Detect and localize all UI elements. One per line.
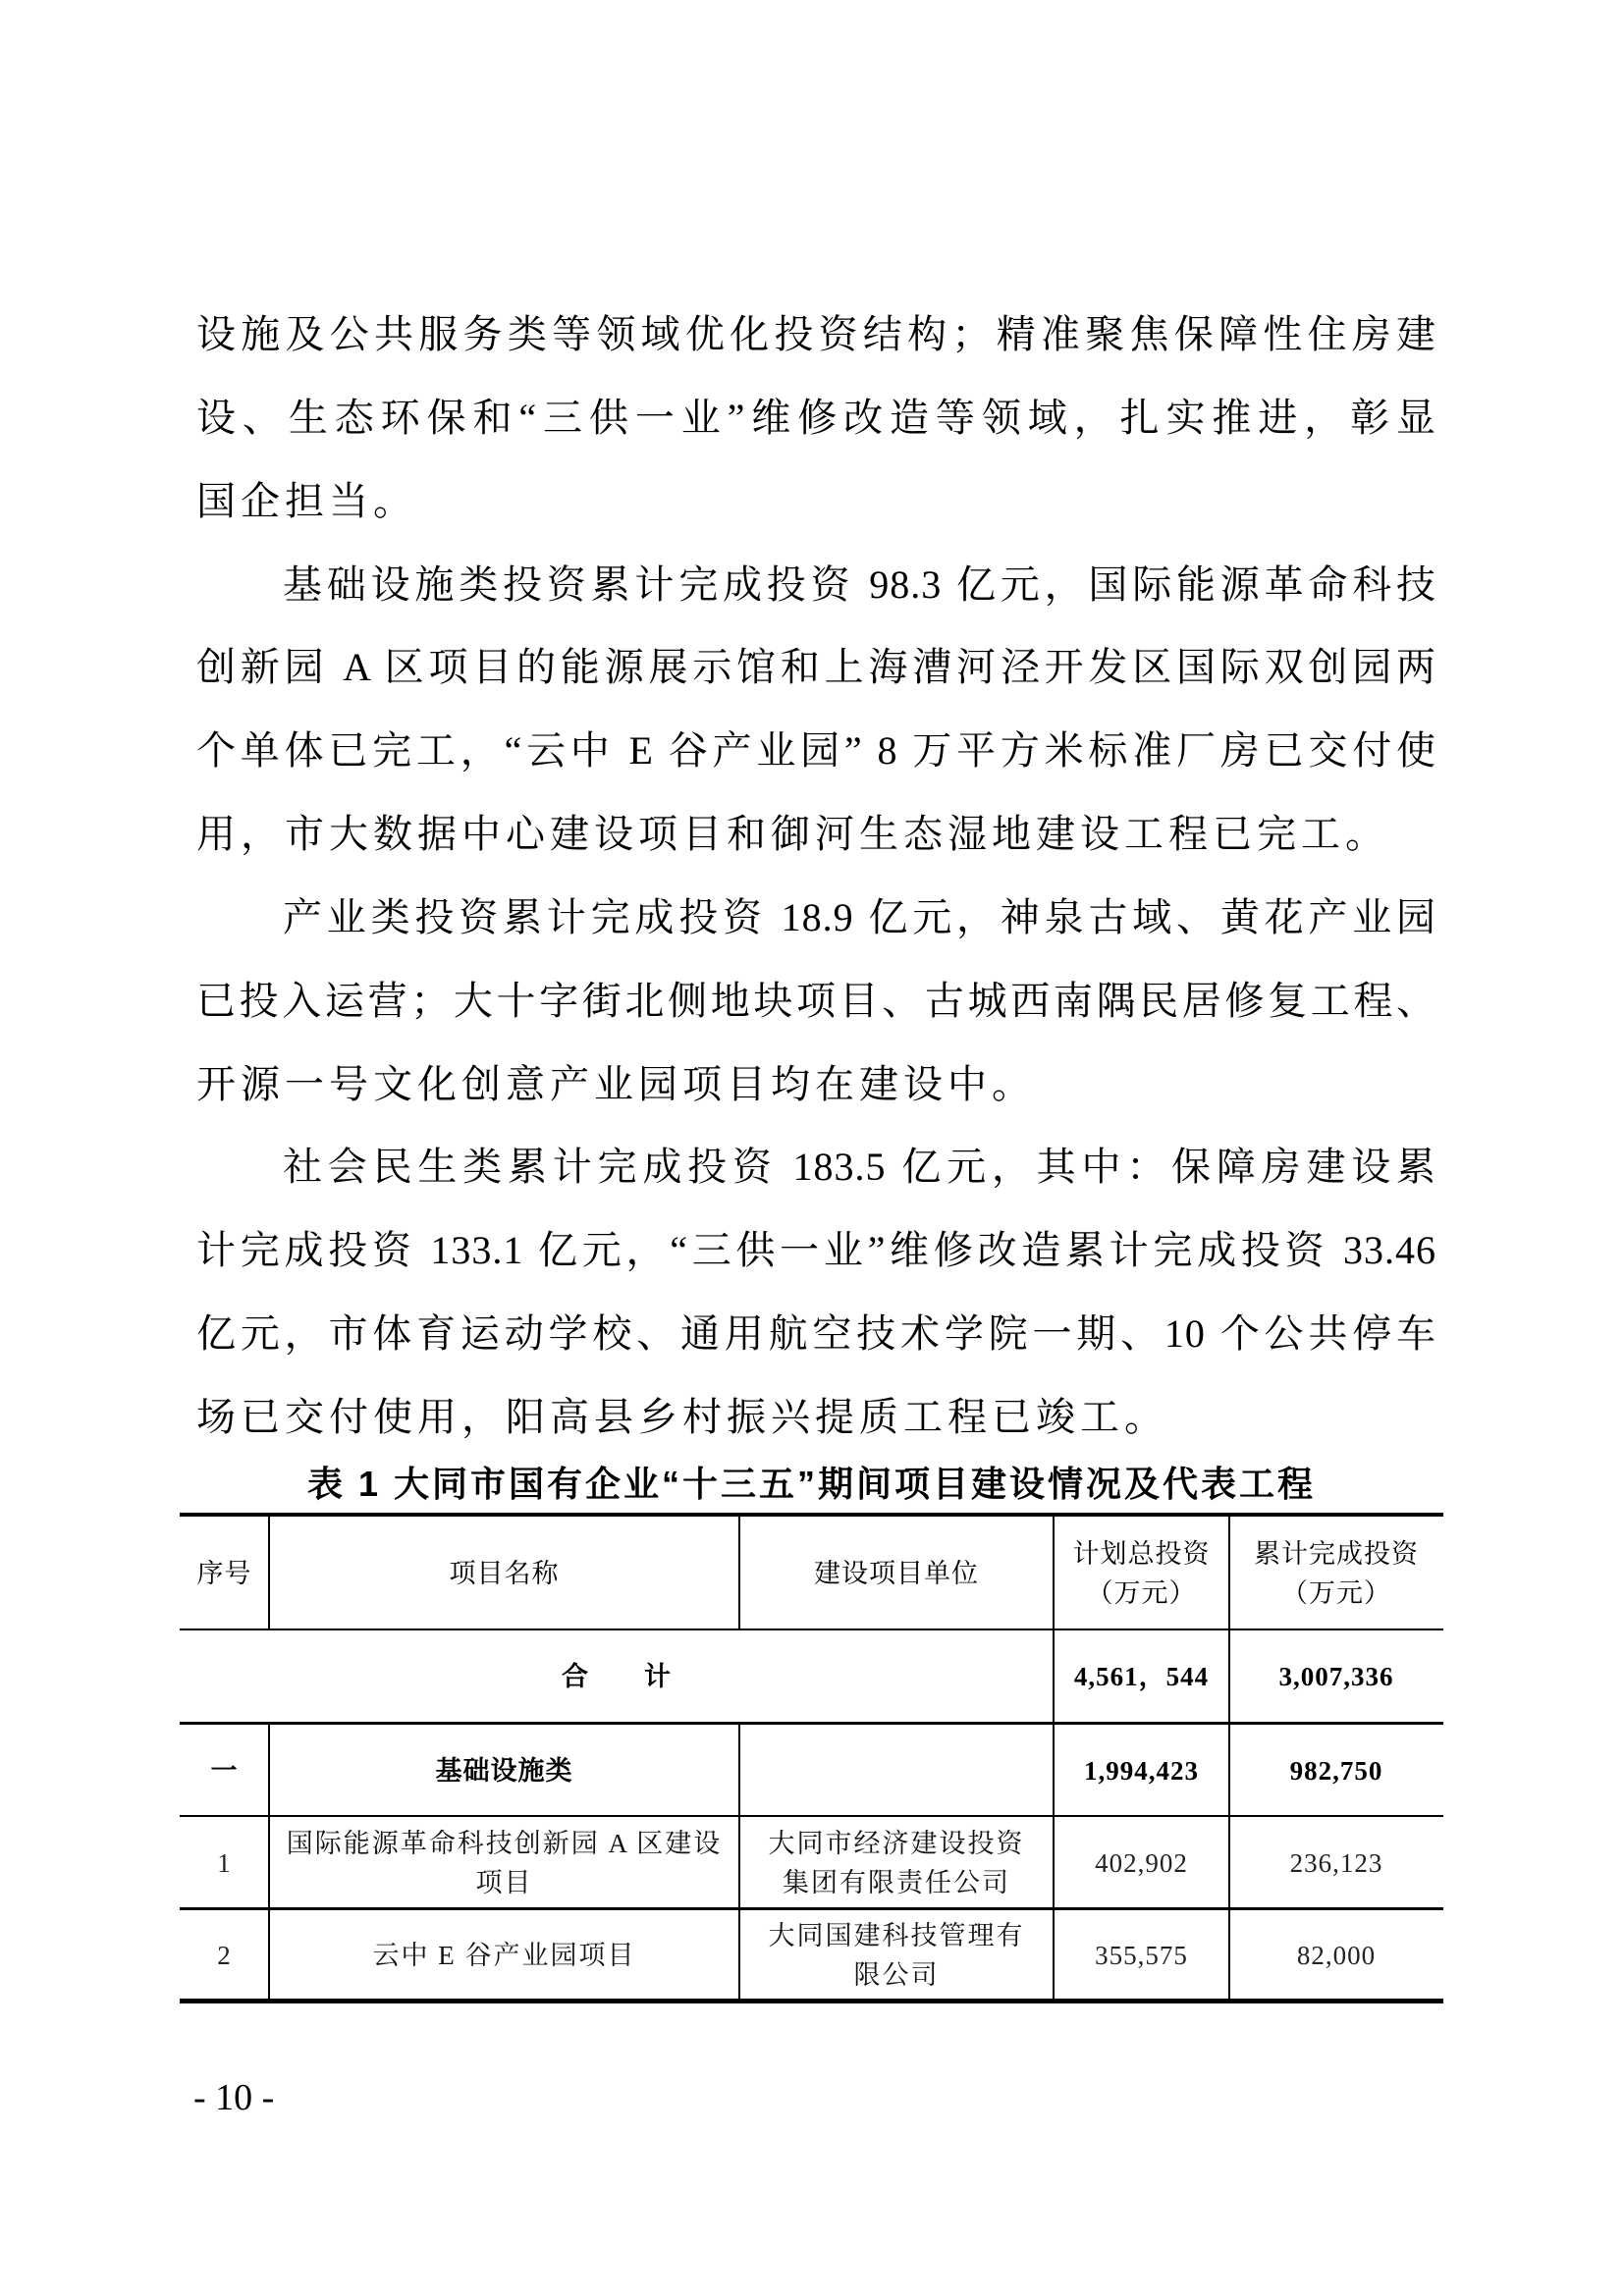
- row-completed: [1229, 1817, 1443, 1908]
- row-completed: [1229, 1725, 1443, 1816]
- completed-value: 982,750: [1289, 1755, 1383, 1786]
- header-unit-label: （万元）: [1281, 1577, 1391, 1608]
- text-line: 设、生态环保和“三供一业”维修改造等领域，扎实推进，彰显: [196, 395, 1436, 440]
- completed-value: 236,123: [1289, 1847, 1383, 1878]
- text-line: 已投入运营；大十字街北侧地块项目、古城西南隅民居修复工程、: [196, 978, 1436, 1023]
- unit-text: 限公司: [853, 1959, 940, 1990]
- row-project-name: [269, 1817, 739, 1908]
- row-project-name: [269, 1725, 739, 1816]
- table-title: 表 1 大同市国有企业“十三五”期间项目建设情况及代表工程: [306, 1464, 1317, 1504]
- header-unit: [739, 1517, 1054, 1629]
- header-seq: [180, 1517, 269, 1629]
- row-seq: [180, 1910, 269, 2000]
- seq-value: 1: [217, 1847, 232, 1878]
- text-line: 创新园 A 区项目的能源展示馆和上海漕河泾开发区国际双创园两: [196, 645, 1436, 690]
- row-unit: [739, 1910, 1054, 2000]
- row-completed: [1229, 1910, 1443, 2000]
- planned-value: 402,902: [1095, 1847, 1188, 1878]
- header-label: 累计完成投资: [1254, 1538, 1419, 1569]
- planned-value: 355,575: [1095, 1940, 1188, 1970]
- text-line: 个单体已完工，“云中 E 谷产业园” 8 万平方米标准厂房已交付使: [196, 728, 1436, 774]
- text-line: 场已交付使用，阳高县乡村振兴提质工程已竣工。: [196, 1394, 1168, 1439]
- unit-text: 集团有限责任公司: [783, 1867, 1010, 1897]
- total-label-text: 合 计: [562, 1662, 672, 1691]
- text-line: 国企担当。: [196, 478, 417, 523]
- text-line: 社会民生类累计完成投资 183.5 亿元，其中：保障房建设累: [283, 1145, 1436, 1190]
- paragraph: [196, 294, 1436, 544]
- page-number: - 10 -: [193, 2077, 275, 2118]
- completed-value: 82,000: [1296, 1940, 1377, 1970]
- total-planned: [1054, 1630, 1229, 1723]
- total-completed-value: 3,007,336: [1278, 1662, 1394, 1691]
- header-planned-investment: [1054, 1517, 1229, 1629]
- unit-text: 大同市经济建设投资: [768, 1828, 1025, 1858]
- project-name-text: 基础设施类: [435, 1755, 573, 1786]
- body-text: [196, 294, 1436, 1460]
- row-unit: [739, 1817, 1054, 1908]
- text-line: 计完成投资 133.1 亿元，“三供一业”维修改造累计完成投资 33.46: [196, 1228, 1436, 1273]
- total-planned-value: 4,561，544: [1073, 1662, 1210, 1691]
- header-label: 建设项目单位: [814, 1558, 979, 1588]
- header-completed-investment: [1229, 1517, 1443, 1629]
- text-line: 产业类投资累计完成投资 18.9 亿元，神泉古域、黄花产业园: [283, 894, 1436, 939]
- total-label: [180, 1630, 1054, 1723]
- project-name-text: 国际能源革命科技创新园 A 区建设: [286, 1828, 723, 1858]
- project-name-text: 项目: [475, 1867, 533, 1897]
- paragraph: [196, 544, 1436, 877]
- header-project-name: [269, 1517, 739, 1629]
- row-project-name: [269, 1910, 739, 2000]
- row-planned: [1054, 1910, 1229, 2000]
- total-completed: [1229, 1630, 1443, 1723]
- text-line: 设施及公共服务类等领域优化投资结构；精准聚焦保障性住房建: [196, 312, 1436, 356]
- text-line: 用，市大数据中心建设项目和御河生态湿地建设工程已完工。: [196, 812, 1389, 857]
- text-line: 开源一号文化创意产业园项目均在建设中。: [196, 1061, 1036, 1106]
- row-unit-empty: [739, 1725, 1054, 1816]
- header-label: 项目名称: [449, 1558, 560, 1588]
- header-label: 计划总投资: [1072, 1538, 1211, 1569]
- planned-value: 1,994,423: [1084, 1755, 1199, 1786]
- row-seq: [180, 1725, 269, 1816]
- project-name-text: 云中 E 谷产业园项目: [372, 1940, 636, 1970]
- unit-text: 大同国建科技管理有: [768, 1920, 1025, 1950]
- seq-value: 一: [210, 1755, 239, 1786]
- row-planned: [1054, 1725, 1229, 1816]
- paragraph: [196, 1126, 1436, 1459]
- header-label: 序号: [196, 1558, 252, 1588]
- row-planned: [1054, 1817, 1229, 1908]
- seq-value: 2: [217, 1940, 232, 1970]
- text-line: 亿元，市体育运动学校、通用航空技术学院一期、10 个公共停车: [196, 1311, 1436, 1357]
- paragraph: [196, 877, 1436, 1127]
- row-seq: [180, 1817, 269, 1908]
- text-line: 基础设施类投资累计完成投资 98.3 亿元，国际能源革命科技: [283, 561, 1436, 607]
- header-unit-label: （万元）: [1086, 1577, 1197, 1608]
